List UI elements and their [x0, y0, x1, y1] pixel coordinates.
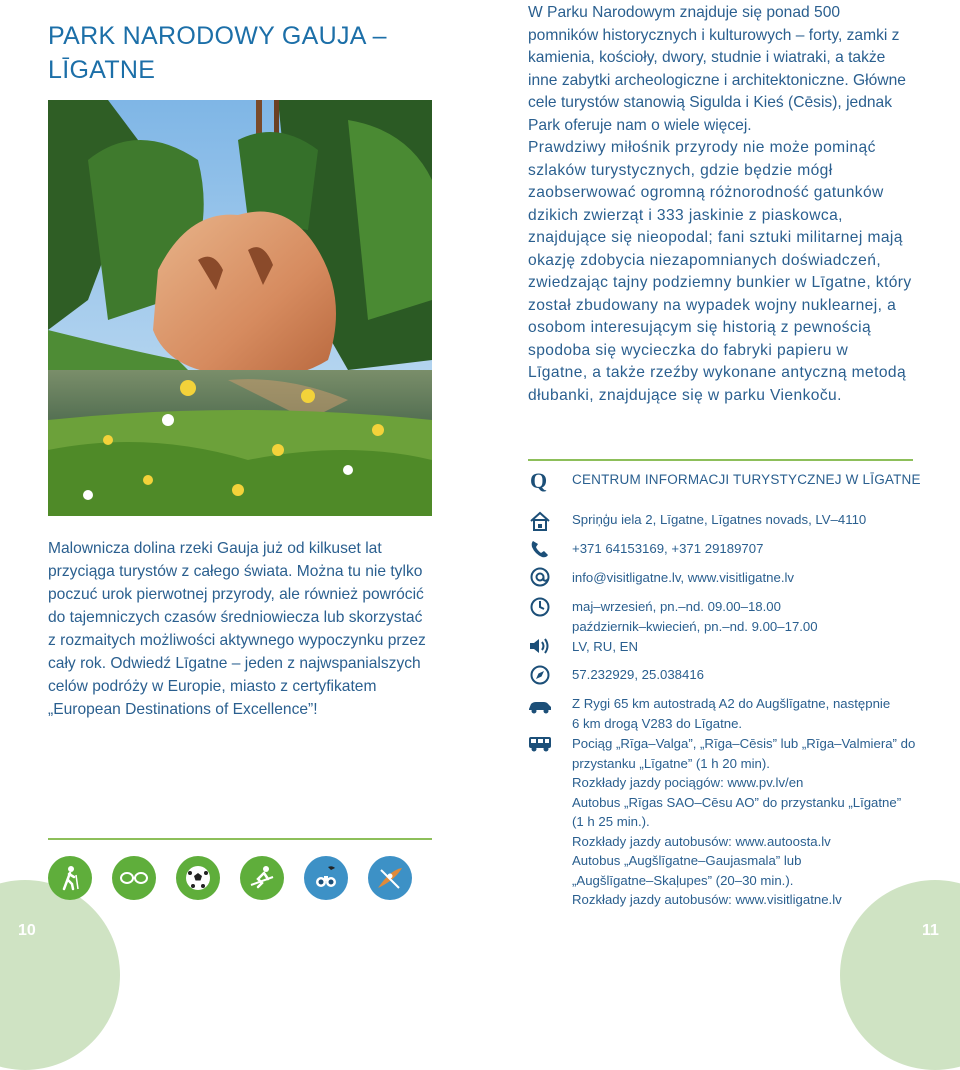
address-text: Spriņģu iela 2, Līgatne, Līgatnes novads, LV–4110	[572, 512, 867, 527]
tourist-info-q-icon: Q	[530, 468, 548, 493]
description-block	[528, 2, 912, 407]
transport-line-3: Rozkłady jazdy pociągów: www.pv.lv/en	[572, 775, 804, 790]
page-corner-left	[0, 880, 120, 1070]
car-directions-row	[572, 694, 890, 733]
transport-line-5: (1 h 25 min.).	[572, 814, 650, 829]
car-directions-line-2: 6 km drogą V283 do Līgatne.	[572, 715, 743, 731]
transport-line-7: Autobus „Augšlīgatne–Gaujasmala” lub	[572, 853, 802, 868]
web-text: info@visitligatne.lv, www.visitligatne.lv	[572, 570, 795, 585]
football-icon	[176, 856, 220, 900]
page-title: PARK NARODOWY GAUJA – LĪGATNE	[48, 21, 387, 84]
landscape-photo	[48, 100, 432, 516]
description-paragraph-1: W Parku Narodowym znajduje się ponad 500 pomników historycznych i kulturowych – forty, zamki z kamienia, kościoły, dwory, studnie i wiatraki, a także inne zabytki archeologiczne i architektoniczne. Główne cele turystów stanowią Sigulda i Kieś (Cēsis), jednak Park oferuje nam o wiele więcej.	[528, 4, 906, 134]
birdwatching-icon	[304, 856, 348, 900]
divider-left	[48, 838, 432, 840]
divider-right	[528, 459, 913, 461]
info-center-heading: CENTRUM INFORMACJI TURYSTYCZNEJ W LĪGATNE	[572, 472, 921, 487]
hiking-icon	[48, 856, 92, 900]
bus-icon	[526, 733, 554, 755]
car-icon	[526, 695, 554, 717]
phone-text: +371 64153169, +371 29189707	[572, 541, 764, 556]
gps-row	[572, 665, 704, 685]
transport-line-2: przystanku „Līgatne” (1 h 20 min).	[572, 755, 770, 771]
languages-row	[572, 637, 638, 657]
kayak-icon	[368, 856, 412, 900]
hours-summer: maj–wrzesień, pn.–nd. 09.00–18.00	[572, 599, 781, 614]
language-speaker-icon	[526, 635, 554, 657]
activity-icons	[48, 856, 432, 900]
house-icon	[526, 510, 554, 532]
hours-row	[572, 597, 818, 636]
web-row	[572, 568, 794, 588]
at-icon	[526, 566, 554, 588]
address-row	[572, 510, 866, 530]
compass-icon	[526, 664, 554, 686]
transport-line-6: Rozkłady jazdy autobusów: www.autoosta.lv	[572, 833, 831, 849]
swimming-goggles-icon	[112, 856, 156, 900]
hours-winter: październik–kwiecień, pn.–nd. 9.00–17.00	[572, 618, 818, 634]
transport-line-8: „Augšlīgatne–Skaļupes” (20–30 min.).	[572, 872, 794, 888]
skiing-icon	[240, 856, 284, 900]
gps-text: 57.232929, 25.038416	[572, 667, 705, 682]
clock-icon	[526, 596, 554, 618]
intro-paragraph	[48, 537, 433, 721]
intro-text: Malownicza dolina rzeki Gauja już od kilkuset lat przyciąga turystów z całego świata. Można tu nie tylko poczuć urok pierwotnej przyrody, ale również powrócić do tajemniczych czasów średniowiecza lub skorzystać z rozmaitych możliwości aktywnego wypoczynku przez cały rok. Odwiedź Līgatne – jeden z najwspanialszych celów podróży w Europie, miasto z certyfikatem „European Destinations of Excellence”!	[48, 540, 426, 718]
transport-line-4: Autobus „Rīgas SAO–Cēsu AO” do przystanku „Līgatne”	[572, 794, 902, 810]
transport-row	[572, 734, 915, 910]
page-number-right: 11	[922, 922, 939, 939]
languages-text: LV, RU, EN	[572, 639, 638, 654]
transport-line-1: Pociąg „Rīga–Valga”, „Rīga–Cēsis” lub „Rīga–Valmiera” do	[572, 736, 916, 751]
phone-row	[572, 539, 763, 559]
phone-icon	[526, 538, 554, 560]
description-paragraph-2: Prawdziwy miłośnik przyrody nie może pominąć szlaków turystycznych, gdzie będzie mógł zaobserwować ogromną różnorodność gatunków dzikich zwierząt i 333 jaskinie z piaskowca, znajdujące się nieopodal; fani sztuki militarnej mają okazję zdobycia niezapomnianych doświadczeń, zwiedzając tajny podziemny bunkier w Līgatne, który został zbudowany na wypadek wojny nuklearnej, a osobom interesującym się historią z pewnością spodoba się wycieczka do fabryki papieru w Līgatne, a także rzeźby wykonane antyczną metodą dłubanki, znajdujące się w parku Vienkoču.	[528, 139, 912, 404]
transport-line-9: Rozkłady jazdy autobusów: www.visitligatne.lv	[572, 892, 842, 907]
car-directions-line-1: Z Rygi 65 km autostradą A2 do Augšlīgatne, następnie	[572, 696, 891, 711]
page-number-left: 10	[18, 922, 36, 939]
